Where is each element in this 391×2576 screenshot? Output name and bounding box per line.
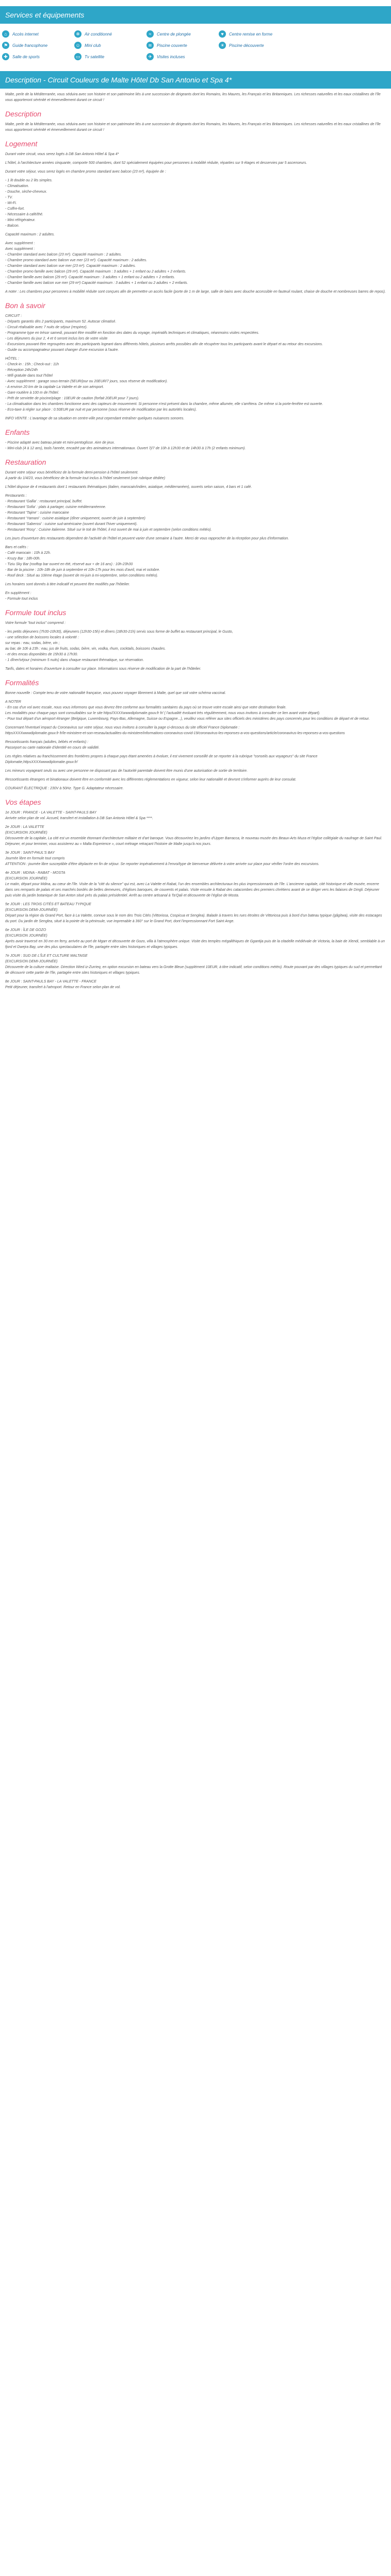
section-title: Restauration [5, 458, 46, 466]
amenity-label: Mini club [85, 43, 101, 48]
pool-open-icon: ☀ [219, 42, 226, 49]
section-paragraph: 3e JOUR : SAINT-PAUL'S BAY Journée libre en formule tout compris ATTENTION : journée libre susceptible d'être déplacée en fin de séjour. Se reporter impérativement à l'envoi/type de bienvenue délivrée à votre arrivée sur place pour vérifier l'ordre des excursions. [5, 851, 320, 866]
section-paragraph: 6e JOUR : ÎLE DE GOZO (EXCURSION JOURNÉE) Après avoir traversé en 30 mn en ferry, arrivée au port de Mgarr et découverte de Gozo, villa à l'atmosphère unique. Visite des temples mégalithiques de Ggantija puis de la citadelle médiévale de Victoria, la baie de Xlendi, semblable à un fjord et Dwejra Bay, une des plus spectaculaires de l'île, partagée entre sites historiques et villages typiques. [5, 928, 385, 949]
amenity-label: Guide francophone [12, 43, 48, 48]
section-paragraph: 1e JOUR : FRANCE - LA VALETTE - SAINT-PAULS BAY Arrivée selon plan de vol. Accueil, transfert et installation à DB San Antonio Hôtel & Spa ****. [5, 811, 153, 820]
section-paragraph: Les jours d'ouverture des restaurants dépendent de l'activité de l'hôtel et peuvent varier d'une semaine à l'autre. Merci de vous rapprocher de la réception pour plus d'information. [5, 537, 289, 540]
amenities-grid [0, 24, 293, 65]
amenity-label: Visites incluses [157, 54, 185, 59]
section-paragraph: A NOTER - En cas d'un vol avec escale, nous vous informons que vous devrez être conforme aux formalités sanitaires du pays où se trouve votre escale ainsi que votre destination finale. Les modalités pour chaque pays sont consultables sur le site https//XXXXwwwdiplomatie.gouv.fr fr/ ( l'actualité évoluant très régulièrement, nous vous invitons à consulter ce lien avant votre départ). - Pour tout départ d'un aéroport étranger (Belgique, Luxembourg, Pays-Bas, Allemagne, Suisse ou Espagne...), veuillez vous référer aux sites officiels des ministères des pays concernés pour les conditions de départ et de retour. [5, 700, 370, 721]
amenity-label: Piscine découverte [229, 43, 264, 48]
amenity-item [146, 41, 219, 49]
section-paragraph: Bonne nouvelle : Compte tenu de votre nationalité française, vous pouvez voyager librement à Malte, quel que soit votre schéma vaccinal. [5, 691, 226, 695]
section-paragraph: Restaurants : - Restaurant 'Gallia' : restaurant principal, buffet. - Restaurant 'Sofia' : plats à partager, cuisine méditerranéenne. - Restaurant 'Tajine' : cuisine marocaine - Restaurant 'Yamani' : cuisine asiatique (dîner uniquement, ouvert de juin à septembre) - Restaurant 'Saberosi' : cuisine sud-américaine (ouvert durant l'hiver uniquement). - Restaurant 'Rosy' : Cuisine italienne. Situé sur le toit de l'hôtel, il est ouvert de mai à juin et septembre (selon conditions météo). [5, 494, 212, 532]
section-title: Vos étapes [5, 798, 41, 806]
section-title: Bon à savoir [5, 301, 45, 310]
amenity-item [2, 30, 74, 38]
amenity-label: Piscine couverte [157, 43, 187, 48]
sections [0, 109, 391, 990]
description-header: Description - Circuit Couleurs de Malte Hôtel Db San Antonio et Spa 4* [0, 71, 391, 89]
amenity-label: Tv satellite [85, 54, 105, 59]
section-title: Formule tout inclus [5, 608, 67, 617]
section-paragraph: Tarifs, dates et horaires d'ouverture à consulter sur place. Informations sous réserve de modification de la part de l'hôtelier. [5, 667, 201, 671]
section-paragraph: Avec supplément : Avec supplément : - Chambre standard avec balcon (23 m²). Capacité maximum : 2 adultes. - Chambre promo standard avec balcon vue mer (23 m²). Capacité maximum : 2 adultes. - Chambre standard avec balcon vue mer (23 m²). Capacité maximum : 2 adultes. - Chambre promo famille avec balcon (29 m²). Capacité maximum : 3 adultes + 1 enfant ou 2 adultes + 2 enfants. - Chambre famille avec balcon (29 m²). Capacité maximum : 3 adultes + 1 enfant ou 2 adultes + 2 enfants. - Chambre famille avec balcon vue mer (29 m²) Capacité maximum : 3 adultes + 1 enfant ou 2 adultes + 2 enfants. [5, 242, 188, 285]
amenity-label: Air conditionné [85, 31, 112, 37]
section-paragraph: Votre formule "tout inclus" comprend : [5, 621, 66, 625]
amenity-item [146, 30, 219, 38]
fitness-icon: ♥ [219, 30, 226, 38]
intro-text: Malte, perle de la Méditerranée, vous séduira avec son histoire et son patrimoine liés à une succession de dirigeants dont les Romains, les Maures, les Français et les Britanniques. Les richesses naturelles et les eaux cristallines de l'île vous apporteront sérénité et émerveillement durant ce circuit ! [5, 93, 382, 102]
section-paragraph: - Piscine adapté avec bateau pirate et mini-pentoglisse. Aire de jeux. - Mini-club (4 à 12 ans), tools l'année, encadré par des animateurs internationaux. Ouvert 7j/7 de 10h à 12h30 et de 14h30 à 17h (2 enfants minimum). [5, 441, 246, 450]
tv-icon: ▭ [74, 53, 82, 60]
amenity-item [2, 53, 74, 61]
amenity-item [219, 30, 291, 38]
flag-icon: ⚑ [2, 42, 9, 49]
pool-icon: ≋ [146, 42, 154, 49]
section-paragraph: Durant votre séjour, vous serez logés en chambre promo standard avec balcon (23 m²), équipée de : [5, 170, 166, 174]
amenity-label: Salle de sports [12, 54, 40, 59]
amenity-item [74, 30, 146, 38]
section-paragraph: Les règles relatives au franchissement des frontières propres à chaque pays étant amenées à évoluer, il est vivement conseillé de se reporter à la rubrique "conseils aux voyageurs" du site France Diplomatie,httpsXXXXwwwdiplomatie.gouv.fr/ [5, 755, 319, 764]
dive-icon: ≈ [146, 30, 154, 38]
section-paragraph: En supplément : - Formule tout inclus [5, 591, 38, 601]
section-paragraph: Malte, perle de la Méditerranée, vous séduira avec son histoire et son patrimoine liés à une succession de dirigeants dont les Romains, les Maures, les Français et les Britanniques. Les richesses naturelles et les eaux cristallines de l'île vous apporteront sérénité et émerveillement durant ce circuit ! [5, 123, 382, 132]
section-paragraph: Ressortissants étrangers et binationaux doivent être en conformité avec les différentes réglementations en vigueur, selon leur nationalité et devront s'informer auprès de leur consulat. [5, 778, 297, 782]
section-paragraph: HÔTEL : - Check-in : 15h ; Check-out : 11h - Réception 24h/24h - Wifi gratuite dans tout l'hôtel - Avec supplément : garage sous-terrain (5EUR/jour ou 20EUR/7 jours, sous réserve de modification). - A environ 20 km de la capitale La Valette et de son aéroport. - Gare routière à 100 m de l'hôtel. - Prêt de serviette de piscine/plage : 10EUR de caution (forfait 20EUR pour 7 jours). - La climatisation dans les chambres fonctionne avec des capteurs de mouvement. Si personne n'est présent dans la chambre, même allumée, elle s'arrêtera. De même si la porte-fenêtre est ouverte. - Eco-taxe à régler sur place : 0.50EUR par nuit et par personne (sous réserve de modification par les autorités locales). [5, 357, 323, 412]
section-title: Logement [5, 140, 38, 148]
section-paragraph: 7e JOUR : SUD DE L'ÎLE ET CULTURE MALTAISE (EXCURSION DEMI-JOURNÉE) Découverte de la culture maltaise. Direction Wied iz-Zurrieq, en option excursion en bateau vers la Grotte Bleue (supplément 10EUR, à titre indicatif, selon conditions météo). Route pouvant par des villages typiques du sud et permettant de découvrir cette partie de l'île, partagée entre sites historiques et villages typiques. [5, 954, 382, 975]
section-paragraph: Capacité maximum : 2 adultes. [5, 233, 55, 236]
section-paragraph: Les mineurs voyageant seuls ou avec une personne ne disposant pas de l'autorité parentale doivent être munis d'une autorisation de sortie de territoire. [5, 769, 248, 773]
section-paragraph: 2e JOUR : LA VALETTE (EXCURSION JOURNÉE) Découverte de la capitale, La cité est un ensemble étonnant d'architecture militaire et d'art baroque. Vous découvrirez les jardins d'Upper Barracca, le nouveau musée des Beaux-Arts Muza et l'église collégiale du naufrage de Saint Paul. Déjeuner, et pour terminer, vous assisterez au « Malta Experience », court métrage retraçant l'histoire de Malte jusqu'à nos jours. [5, 825, 382, 846]
wifi-icon: ⌂ [2, 30, 9, 38]
tours-icon: ✈ [146, 53, 154, 60]
section-paragraph: - les petits déjeuners (7h30-10h30), déjeuners (12h30-15h) et dîners (18h30-21h) servis sous forme de buffet au restaurant principal, le Gusto, - une sélection de boissons locales à volonté : sur repas : eau, sodas, bière, vin ; au bar, de 10h à 23h : eau, jus de fruits, sodas, bière, vin, vodka, rhum, cocktails, boissons chaudes. - et des encas disponibles de 15h30 à 17h30. - 1 dîner/séjour (minimum 5 nuits) dans chaque restaurant thématique, sur réservation. [5, 630, 233, 662]
amenity-item [146, 53, 219, 61]
section-paragraph: Bars et cafés : - Café marocain : 10h à 22h. - Kruzy Bar : 18h-00h. - Tiziu Sky Bar (rooftop bar ouvert en été, réservé aux + de 16 ans) : 10h-23h30 - Bar de la piscine : 10h-18h de juin à septembre et 10h-17h pour les mois d'avril, mai et octobre. - Roof deck : Situé au 10ème étage (ouvert de mi-juin à mi-septembre, selon conditions météo). [5, 546, 160, 578]
gym-icon: ✚ [2, 53, 9, 60]
amenity-item [219, 41, 291, 49]
amenity-item [2, 41, 74, 49]
amenity-label: Centre de plongée [157, 31, 191, 37]
section-paragraph: L'hôtel dispose de 4 restaurants dont 1 restaurants thématiques (italien, marocain/indien, asiatique, méditerranéen), ouverts selon saison, 4 bars et 1 café. [5, 485, 252, 489]
section-paragraph: CIRCUIT : - Départs garantis dès 2 participants, maximum 52. Autocar climatisé. - Circuit réalisable avec 7 nuits de séjour (respirez). - Programme type en trésor samedi, pouvant être modifié en fonction des dates du voyage, impératifs techniques et climatiques, néanmoins visites respectées. - Les déjeuners du jour 2, 4 et 6 seront inclus lors de votre visite - Excursions pouvant être regroupées avec des participants logeant dans différents hôtels, plusieurs arrêts possibles afin de récupérer tous les participants avant le départ et au retour des excursions. - Guide ou accompagnateur pouvant changer d'une excursion à l'autre. [5, 314, 323, 352]
section-paragraph: A noter : Les chambres pour personnes à mobilité réduite sont conçues afin de permettre un accès facile (porte de 1 m de large, salle de bains avec douche accessible en fauteuil roulant, chaise de douche et nombreuses barres de repos). [5, 290, 386, 294]
section-paragraph: Concernant l'éventuel impact du Coronavirus sur votre séjour, nous vous invitons à consulter la page ci-dessous du site officiel France Diplomatie : httpsXXXXwwwdiplomatie.gouv.fr fr/le-ministere-et-son-reseau/actualites-du-ministere/informations-coronavirus-covid-19/coronavirus-les-reponses-a-vos-questions/article/coronavirus-les-reponses-a-vos-questions [5, 726, 345, 735]
section-paragraph: Les horaires sont donnés à titre indicatif et peuvent être modifiés par l'hôtelier. [5, 583, 130, 586]
section-paragraph: Durant votre circuit, vous serez logés à DB San Antonio Hôtel & Spa 4* [5, 152, 119, 156]
amenity-label: Accès internet [12, 31, 39, 37]
section-title: Formalités [5, 679, 39, 687]
section-paragraph: Ressortissants français (adultes, bébés et enfants) : Passeport ou carte nationale d'identité en cours de validité. [5, 740, 100, 750]
amenities-header: Services et équipements [0, 6, 391, 24]
section-paragraph: 5e JOUR : LES TROIS CITÉS ET BATEAU TYPIQUE (EXCURSION DEMI-JOURNÉE) Départ pour la région du Grand Port, face à La Valette, connue sous le nom des Trois Cités (Vittoriosa, Cospicua et Senglea). Balade à travers les rues étroites de Vittoriosa puis à bord d'un bateau typique (gâgitwa), visite des estacages du port. Du jardin de Senglea, situé à la pointe de la péninsule, vue imprenable à 360° sur le Grand Port, dont l'impressionnant Fort Saint Ange. [5, 903, 382, 923]
section-paragraph: Durant votre séjour vous bénéficiez de la formule demi-pension à l'hôtel seulement. A partir du 1/4/23, vous bénéficiez de la formule tout inclus à l'hôtel seulement (voir rubrique dédiée) [5, 471, 166, 480]
section-paragraph: 8e JOUR : SAINT-PAULS BAY - LA VALETTE - FRANCE Petit déjeuner, transfert à l'aéroport. Retour en France selon plan de vol. [5, 980, 121, 989]
ac-icon: ❄ [74, 30, 82, 38]
amenity-label: Centre remise en forme [229, 31, 273, 37]
amenity-item [74, 53, 146, 61]
section-paragraph: L'hôtel, à l'architecture années cinquante, comporte 500 chambres, dont 52 spécialement équipées pour personnes à mobilité réduite, réparties sur 9 étages et desservies par 5 ascenseurs. [5, 161, 307, 165]
club-icon: ☺ [74, 42, 82, 49]
section-paragraph: COURANT ÉLECTRIQUE : 230V à 50Hz. Type G. Adaptateur nécessaire. [5, 787, 124, 790]
section-paragraph: INFO VENTE : L'avantage de sa situation en centre-ville peut cependant entraîner quelques nuisances sonores. [5, 417, 185, 420]
section-title: Description [5, 110, 42, 118]
section-paragraph: - 1 lit double ou 2 lits simples. - Climatisation. - Douche, sèche-cheveux. - TV. - Wi-Fi. - Coffre-fort. - Nécessaire à café/thé. - Mini réfrigérateur. - Balcon. [5, 179, 53, 228]
section-paragraph: 4e JOUR : MDINA - RABAT - MOSTA (EXCURSION JOURNÉE) Le matin, départ pour Mdina, au cœur de l'île. Visite de la "cité du silence" qui est, avec La Valette et Rabat, l'un des ensembles architecturaux les plus impressionnants de l'île. L'ancienne capitale, cité historique et ville musée, encerre dans ses remparts de palais et ses marchés bordés de belles demeures, d'églises baroques, de couvents et palais. Visite ensuite à Rabat des catacombes des premiers chrétiens avant de se diriger vers les falaises de Dingli. Déjeuner puis visite du jardin botanique de San Anton situé près du palais présidentiel. Arrêt au centre artisanal à Ta'Qali et découverte de l'église de Mosta. [5, 871, 380, 897]
amenity-item [74, 41, 146, 49]
section-title: Enfants [5, 428, 30, 436]
